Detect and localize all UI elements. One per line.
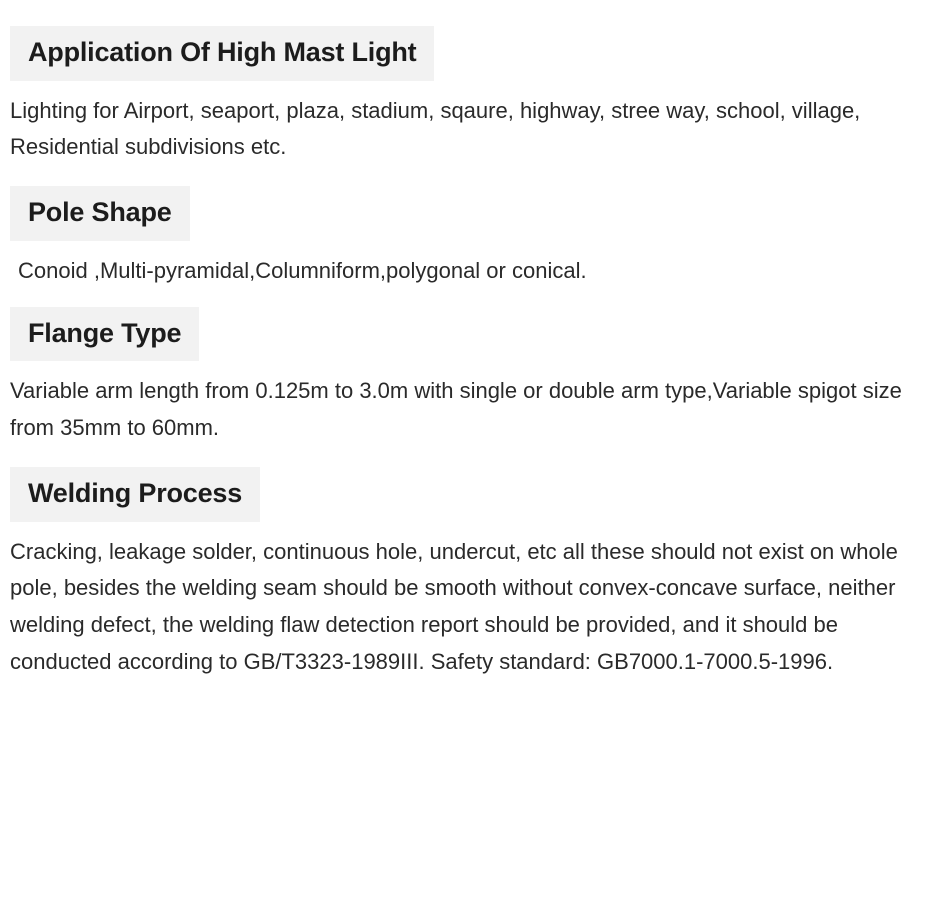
section-body-welding-process: Cracking, leakage solder, continuous hole, undercut, etc all these should not exist on whole pole, besides the welding seam should be smooth without convex-concave surface, neither welding defect, the welding flaw detection report should be provided, and it should be conducted according to GB/T3323-1989III. Safety standard: GB7000.1-7000.5-1996.	[10, 538, 898, 674]
heading-wrap-flange-type	[10, 307, 940, 362]
section-body-application: Lighting for Airport, seaport, plaza, stadium, sqaure, highway, stree way, school, village, Residential subdivisions etc.	[10, 97, 861, 160]
section-heading-application: Application Of High Mast Light	[10, 26, 434, 81]
section-pole-shape	[10, 186, 940, 288]
heading-wrap-pole-shape	[10, 186, 940, 241]
section-heading-welding-process: Welding Process	[10, 467, 260, 522]
section-body-flange-type: Variable arm length from 0.125m to 3.0m with single or double arm type,Variable spigot size from 35mm to 60mm.	[10, 378, 902, 441]
section-welding-process	[10, 467, 940, 681]
spacer-2	[10, 289, 940, 307]
section-body-pole-shape: Conoid ,Multi-pyramidal,Columniform,polygonal or conical.	[18, 257, 587, 283]
section-application	[10, 26, 940, 166]
section-heading-pole-shape: Pole Shape	[10, 186, 190, 241]
spacer-1	[10, 166, 940, 186]
heading-wrap-welding-process	[10, 467, 940, 522]
heading-wrap-application	[10, 26, 940, 81]
spacer-3	[10, 447, 940, 467]
section-flange-type	[10, 307, 940, 447]
section-heading-flange-type: Flange Type	[10, 307, 199, 362]
